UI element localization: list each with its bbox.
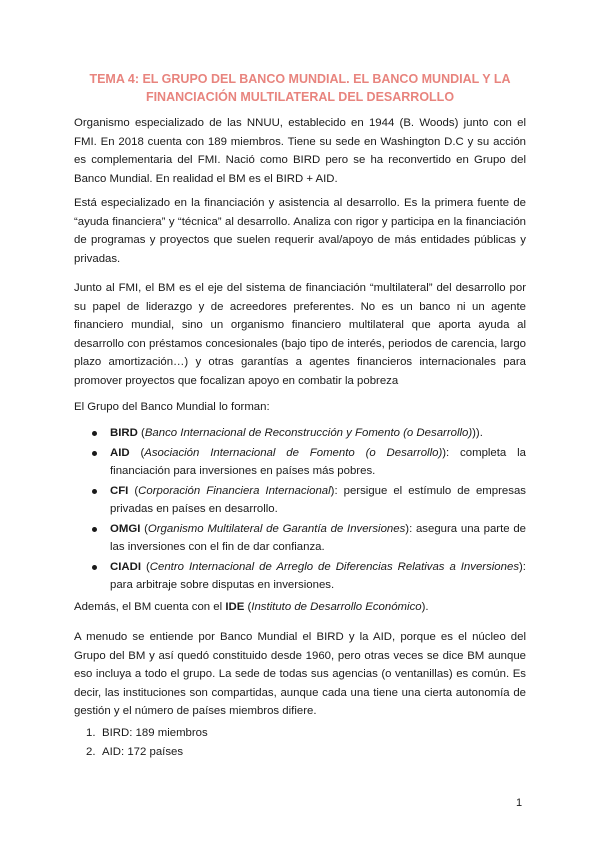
list-item: OMGI (Organismo Multilateral de Garantía de Inversiones): asegura una parte de las inversiones con el fin de dar confianza. [74, 520, 526, 557]
member-name: Banco Internacional de Reconstrucción y Fomento (o Desarrollo) [144, 427, 473, 439]
bullet-icon [92, 489, 97, 494]
paragraph-group-intro: El Grupo del Banco Mundial lo forman: [74, 401, 270, 413]
member-abbr: OMGI [110, 522, 141, 535]
bullet-icon [92, 431, 97, 436]
member-desc: )). [472, 427, 483, 439]
member-name: Centro Internacional de Arreglo de Diferencias Relativas a Inversiones [149, 561, 520, 574]
member-desc: ): completa la financiación para inversiones en países más pobres. [110, 446, 526, 478]
member-abbr: AID [110, 446, 130, 459]
member-desc: ): para arbitraje sobre disputas en inversiones. [110, 561, 526, 592]
list-number: 2. [86, 746, 96, 758]
member-desc: ): persigue el estímulo de empresas privadas en países en desarrollo. [110, 484, 526, 516]
bullet-icon [92, 451, 97, 456]
paragraph-multilateral: Junto al FMI, el BM es el eje del sistema de financiación “multilateral” del desarrollo por su papel de liderazgo y de acreedores preferentes. No es un banco ni un agente financiero mundial, sino un organismo financiero multilateral que aporta ayuda al desarrollo con préstamos concesionales (bajo tipo de interés, periodos de carencia, largo plazo amortización…) y otras garantías a agentes financieros internacionales para promover proyectos que focalizan apoyo en combatir la pobreza [74, 282, 526, 387]
list-item: AID (Asociación Internacional de Fomento (o Desarrollo)): completa la financiación para inversiones en países más pobres. [74, 444, 526, 481]
page-number: 1 [516, 797, 523, 809]
list-item [74, 743, 526, 762]
bullet-icon [92, 527, 97, 532]
document-title [74, 70, 526, 106]
list-item: CFI (Corporación Financiera Internacional): persigue el estímulo de empresas privadas en países en desarrollo. [74, 482, 526, 519]
paragraph-intro: Organismo especializado de las NNUU, establecido en 1944 (B. Woods) junto con el FMI. En 2018 cuenta con 189 miembros. Tiene su sede en Washington D.C y su acción es complementaria del FMI. Nació como BIRD pero se ha reconvertido en Grupo del Banco Mundial. En realidad el BM es el BIRD + AID. [74, 117, 526, 185]
list-item: BIRD (Banco Internacional de Reconstrucción y Fomento (o Desarrollo))). [74, 424, 526, 442]
members-count-list [74, 724, 526, 762]
paragraph-ide: Además, el BM cuenta con el IDE (Instituto de Desarrollo Económico). [74, 601, 429, 613]
list-item [74, 724, 526, 743]
ide-name: Instituto de Desarrollo Económico [251, 601, 422, 613]
member-abbr: BIRD [110, 427, 138, 439]
member-name: Corporación Financiera Internacional [138, 484, 331, 497]
list-text: BIRD: 189 miembros [102, 727, 208, 739]
member-desc: ): asegura una parte de las inversiones con el fin de dar confianza. [110, 522, 526, 554]
bullet-icon [92, 565, 97, 570]
group-members-list [74, 424, 526, 596]
ide-abbr: IDE [225, 601, 245, 613]
title-line-1: TEMA 4: EL GRUPO DEL BANCO MUNDIAL. EL BANCO MUNDIAL Y LA [89, 72, 511, 86]
member-abbr: CFI [110, 484, 129, 497]
title-line-2: FINANCIACIÓN MULTILATERAL DEL DESARROLLO [145, 90, 455, 104]
list-item: CIADI (Centro Internacional de Arreglo de Diferencias Relativas a Inversiones): para arbitraje sobre disputas en inversiones. [74, 558, 526, 595]
member-name: Organismo Multilateral de Garantía de Inversiones [147, 522, 406, 535]
member-abbr: CIADI [110, 561, 142, 574]
list-number: 1. [86, 727, 96, 739]
paragraph-core: A menudo se entiende por Banco Mundial el BIRD y la AID, porque es el núcleo del Grupo del BM y así quedó constituido desde 1960, pero otras veces se dice BM aunque eso incluya a todo el grupo. La sede de todas sus agencias (o ventanillas) es común. Es decir, las instituciones son compartidas, aunque cada una tiene una cierta autonomía de gestión y el número de países miembros difiere. [74, 631, 526, 717]
list-text: AID: 172 países [102, 746, 184, 758]
paragraph-specialization: Está especializado en la financiación y asistencia al desarrollo. Es la primera fuente de “ayuda financiera” y “técnica” al desarrollo. Analiza con rigor y participa en la financiación de programas y proyectos que suelen requerir aval/apoyo de más entidades públicas y privadas. [74, 197, 526, 265]
member-name: Asociación Internacional de Fomento (o Desarrollo) [144, 446, 443, 459]
